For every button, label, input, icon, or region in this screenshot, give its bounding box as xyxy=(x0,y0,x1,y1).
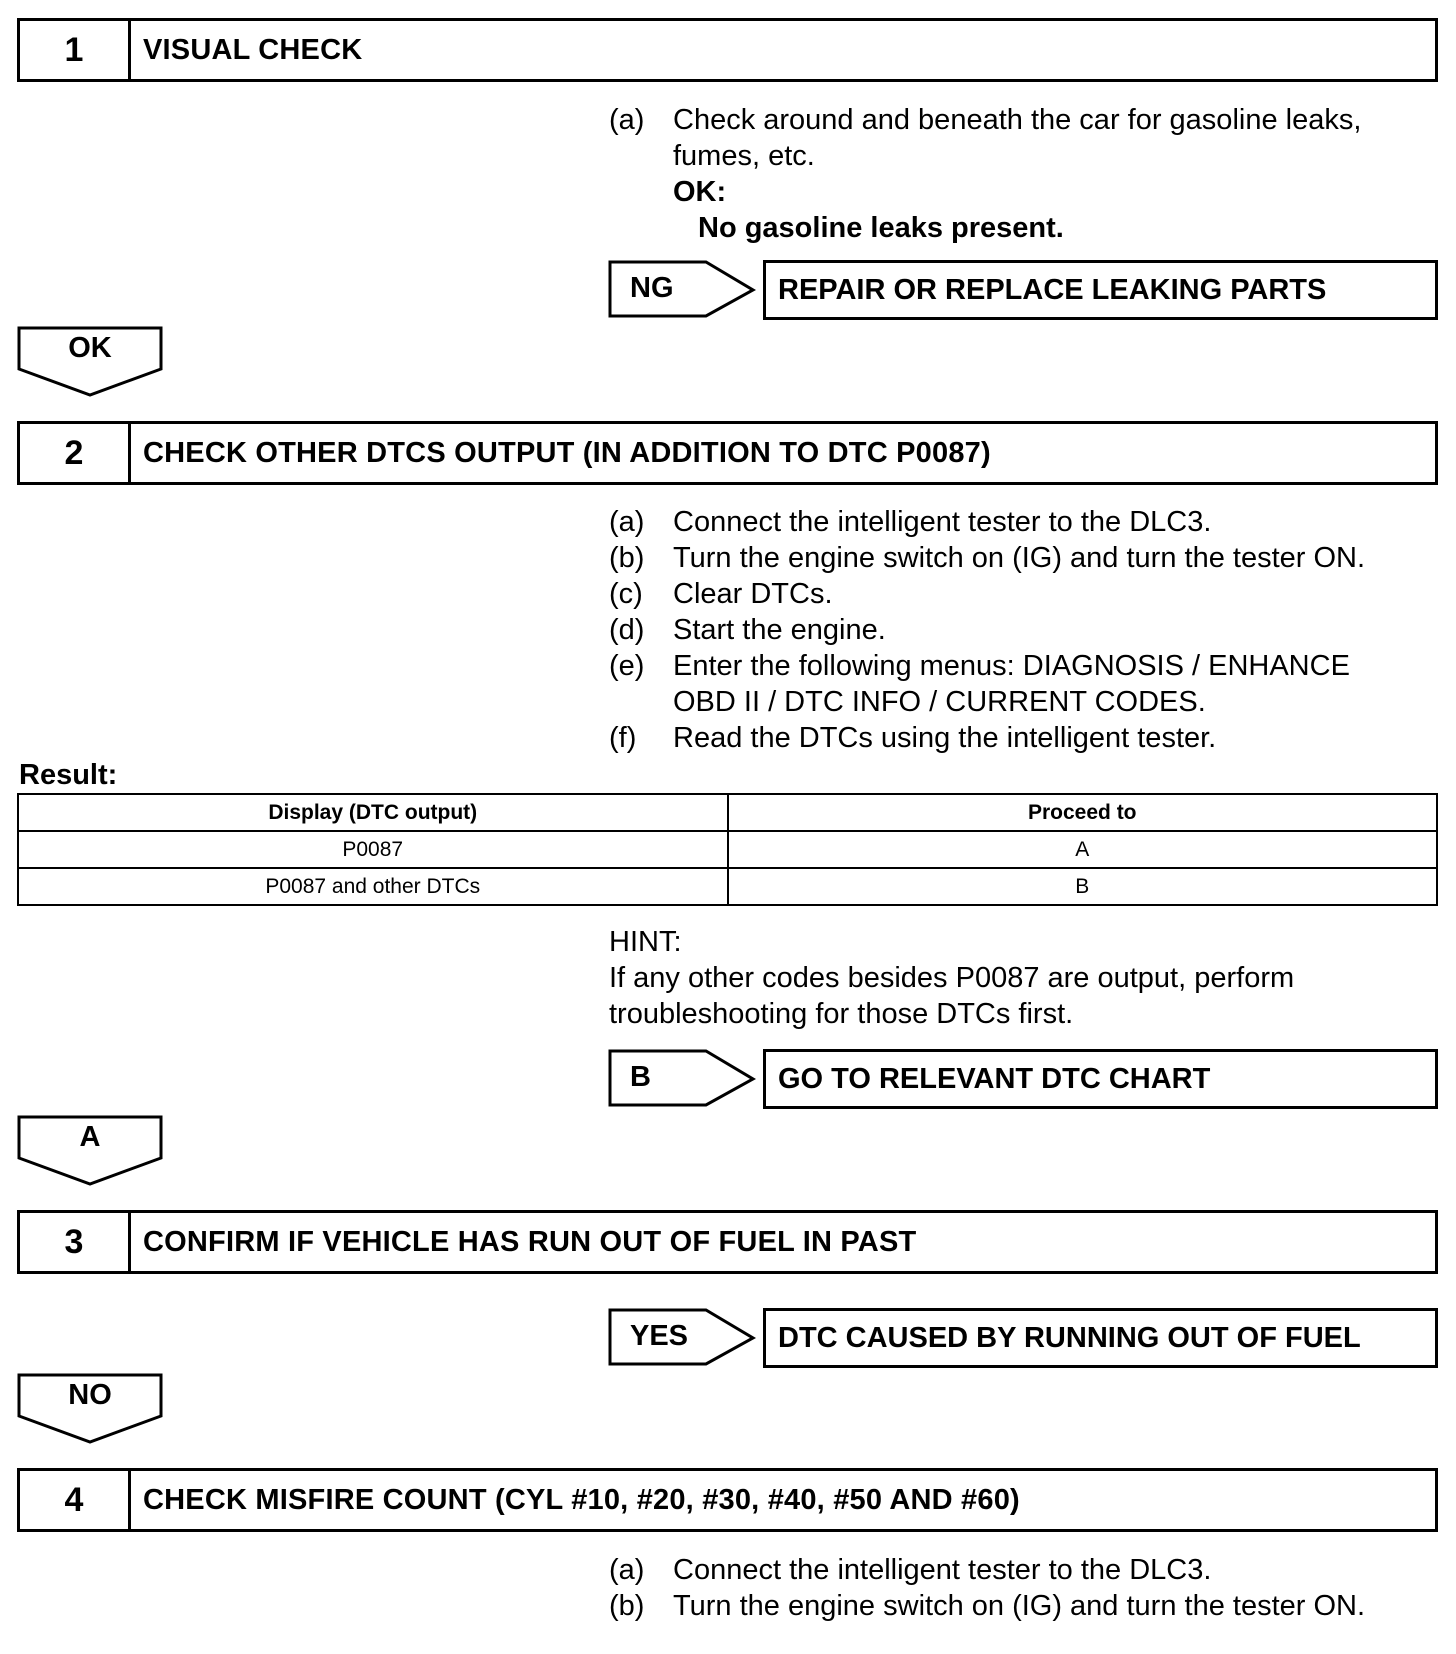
list-item xyxy=(609,720,1409,756)
down-label: NO xyxy=(68,1379,112,1411)
table-cell: B xyxy=(728,868,1438,905)
item-label: (a) xyxy=(609,104,645,136)
table-header-row xyxy=(18,794,1437,831)
result-heading: Result: xyxy=(19,759,118,791)
ok-value: No gasoline leaks present. xyxy=(698,212,1064,244)
item-text: Connect the intelligent tester to the DLC3. xyxy=(673,1554,1212,1586)
item-label: (d) xyxy=(609,614,645,646)
branch-tag: B xyxy=(630,1060,651,1093)
table-cell: P0087 xyxy=(18,831,728,868)
step-2-header xyxy=(17,421,1438,485)
hint-title: HINT: xyxy=(609,926,682,958)
item-text: Connect the intelligent tester to the DLC3. xyxy=(673,506,1212,538)
hint-text: If any other codes besides P0087 are output, perform troubleshooting for those DTCs first. xyxy=(609,962,1295,1030)
result-table xyxy=(17,793,1438,906)
list-item xyxy=(609,540,1409,576)
list-item xyxy=(609,1588,1409,1624)
item-text xyxy=(673,102,1409,246)
hint-block xyxy=(609,924,1409,1032)
list-item xyxy=(609,648,1409,720)
step-number: 2 xyxy=(20,424,131,482)
item-text: Clear DTCs. xyxy=(673,578,833,610)
step-title: VISUAL CHECK xyxy=(143,33,363,66)
item-text: Enter the following menus: DIAGNOSIS / ENHANCE OBD II / DTC INFO / CURRENT CODES. xyxy=(673,650,1350,718)
step-number: 3 xyxy=(20,1213,131,1271)
branch-tag: NG xyxy=(630,271,674,304)
table-cell: P0087 and other DTCs xyxy=(18,868,728,905)
step-1-procedure xyxy=(609,102,1409,246)
branch-action: REPAIR OR REPLACE LEAKING PARTS xyxy=(763,260,1438,320)
item-text: Read the DTCs using the intelligent tester. xyxy=(673,722,1217,754)
branch-action: GO TO RELEVANT DTC CHART xyxy=(763,1049,1438,1109)
step-2-procedure xyxy=(609,504,1409,756)
ok-down-arrow xyxy=(17,326,163,398)
step-number: 4 xyxy=(20,1471,131,1529)
table-row xyxy=(18,868,1437,905)
item-text: Turn the engine switch on (IG) and turn the tester ON. xyxy=(673,1590,1366,1622)
item-label: (a) xyxy=(609,1554,645,1586)
down-label: OK xyxy=(68,332,112,364)
column-header: Proceed to xyxy=(728,794,1438,831)
step-number: 1 xyxy=(20,21,131,79)
item-text: Start the engine. xyxy=(673,614,886,646)
item-text: Turn the engine switch on (IG) and turn the tester ON. xyxy=(673,542,1366,574)
item-body: Check around and beneath the car for gasoline leaks, fumes, etc. xyxy=(673,104,1362,172)
list-item xyxy=(609,576,1409,612)
step-4-procedure xyxy=(609,1552,1409,1624)
list-item xyxy=(609,1552,1409,1588)
item-label: (b) xyxy=(609,1590,645,1622)
step-title: CHECK OTHER DTCS OUTPUT (IN ADDITION TO DTC P0087) xyxy=(143,436,991,469)
list-item xyxy=(609,102,1409,246)
item-label: (a) xyxy=(609,506,645,538)
item-label: (b) xyxy=(609,542,645,574)
item-label: (f) xyxy=(609,722,637,754)
no-down-arrow xyxy=(17,1373,163,1445)
branch-tag: YES xyxy=(630,1319,689,1352)
column-header: Display (DTC output) xyxy=(18,794,728,831)
ok-label: OK: xyxy=(673,176,727,208)
item-label: (e) xyxy=(609,650,645,682)
list-item xyxy=(609,612,1409,648)
item-label: (c) xyxy=(609,578,643,610)
table-cell: A xyxy=(728,831,1438,868)
a-down-arrow xyxy=(17,1115,163,1187)
step-title: CONFIRM IF VEHICLE HAS RUN OUT OF FUEL IN PAST xyxy=(143,1225,917,1258)
down-label: A xyxy=(79,1121,101,1153)
branch-action: DTC CAUSED BY RUNNING OUT OF FUEL xyxy=(763,1308,1438,1368)
step-3-header xyxy=(17,1210,1438,1274)
list-item xyxy=(609,504,1409,540)
step-title: CHECK MISFIRE COUNT (CYL #10, #20, #30, #40, #50 AND #60) xyxy=(143,1483,1020,1516)
table-row xyxy=(18,831,1437,868)
step-1-header xyxy=(17,18,1438,82)
step-4-header xyxy=(17,1468,1438,1532)
